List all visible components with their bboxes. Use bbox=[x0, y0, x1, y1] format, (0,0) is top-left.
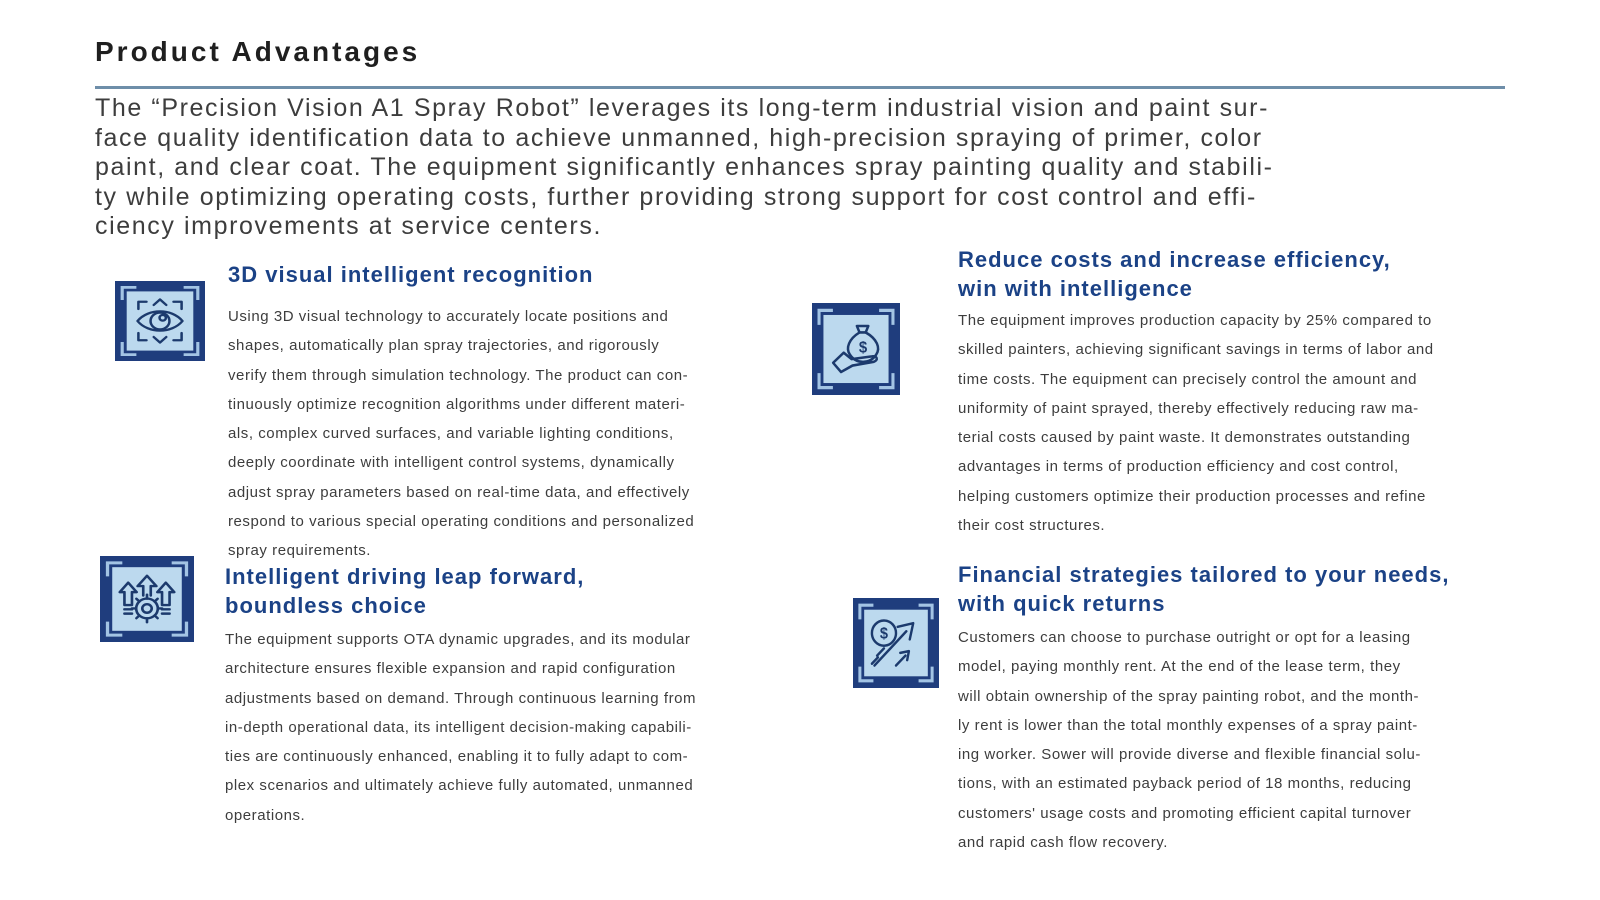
text-line: deeply coordinate with intelligent control systems, dynamically bbox=[228, 454, 675, 472]
text-line: plex scenarios and ultimately achieve fully automated, unmanned bbox=[225, 777, 694, 795]
text-line: will obtain ownership of the spray painting robot, and the month- bbox=[958, 687, 1420, 705]
text-line: model, paying monthly rent. At the end of the lease term, they bbox=[958, 658, 1401, 676]
feature-heading bbox=[958, 245, 1538, 303]
text-line: 3D visual intelligent recognition bbox=[228, 262, 594, 287]
text-line: advantages in terms of production efficiency and cost control, bbox=[958, 458, 1399, 476]
money-hand-icon bbox=[812, 303, 900, 395]
text-line: skilled painters, achieving significant savings in terms of labor and bbox=[958, 341, 1434, 359]
page-title: Product Advantages bbox=[95, 36, 421, 67]
text-line: respond to various special operating conditions and personalized bbox=[228, 513, 695, 531]
text-line: paint, and clear coat. The equipment significantly enhances spray painting quality and stabili- bbox=[95, 153, 1274, 182]
text-line: time costs. The equipment can precisely control the amount and bbox=[958, 370, 1418, 388]
feature-3d-vision-icon-box bbox=[115, 281, 205, 361]
feature-3d-vision bbox=[228, 260, 788, 566]
title-divider bbox=[95, 86, 1505, 89]
text-line: tinuously optimize recognition algorithms under different materi- bbox=[228, 395, 686, 413]
text-line: The equipment improves production capacity by 25% compared to bbox=[958, 312, 1432, 329]
text-line: adjustments based on demand. Through continuous learning from bbox=[225, 689, 697, 707]
feature-reduce-costs-icon-box bbox=[812, 303, 900, 395]
text-line: The equipment supports OTA dynamic upgrades, and its modular bbox=[225, 631, 691, 648]
text-line: The “Precision Vision A1 Spray Robot” leverages its long-term industrial vision and paint sur- bbox=[95, 94, 1270, 122]
text-line: in-depth operational data, its intelligent decision-making capabili- bbox=[225, 718, 692, 736]
feature-heading bbox=[225, 562, 785, 620]
text-line: their cost structures. bbox=[958, 517, 1106, 535]
text-line: Financial strategies tailored to your needs, bbox=[958, 562, 1450, 587]
text-line: operations. bbox=[225, 806, 306, 824]
text-line: tions, with an estimated payback period of 18 months, reducing bbox=[958, 775, 1412, 793]
feature-body bbox=[958, 306, 1538, 540]
text-line: spray requirements. bbox=[228, 542, 372, 560]
text-line: with quick returns bbox=[958, 591, 1166, 616]
gear-upgrade-icon bbox=[100, 556, 194, 642]
text-line: helping customers optimize their production processes and refine bbox=[958, 487, 1426, 505]
feature-intelligent-driving-icon-box bbox=[100, 556, 194, 642]
text-line: face quality identification data to achieve unmanned, high-precision spraying of primer, color bbox=[95, 123, 1263, 152]
svg-text:$: $ bbox=[879, 625, 889, 643]
coin-growth-icon bbox=[853, 598, 939, 688]
text-line: shapes, automatically plan spray trajectories, and rigorously bbox=[228, 337, 660, 355]
feature-reduce-costs bbox=[958, 245, 1538, 540]
text-line: Intelligent driving leap forward, bbox=[225, 564, 585, 589]
text-line: architecture ensures flexible expansion and rapid configuration bbox=[225, 660, 676, 678]
feature-heading bbox=[958, 560, 1538, 618]
text-line: adjust spray parameters based on real-time data, and effectively bbox=[228, 483, 690, 501]
text-line: Reduce costs and increase efficiency, bbox=[958, 247, 1391, 272]
eye-scan-icon bbox=[115, 281, 205, 361]
text-line: terial costs caused by paint waste. It demonstrates outstanding bbox=[958, 429, 1411, 447]
text-line: als, complex curved surfaces, and variable lighting conditions, bbox=[228, 425, 674, 443]
text-line: Using 3D visual technology to accurately locate positions and bbox=[228, 308, 669, 325]
text-line: customers' usage costs and promoting efficient capital turnover bbox=[958, 804, 1412, 822]
feature-body bbox=[225, 625, 785, 830]
text-line: and rapid cash flow recovery. bbox=[958, 834, 1168, 852]
feature-heading bbox=[228, 260, 788, 289]
text-line: ty while optimizing operating costs, further providing strong support for cost control and effi- bbox=[95, 182, 1257, 211]
text-line: boundless choice bbox=[225, 593, 427, 618]
intro-paragraph bbox=[95, 94, 1565, 242]
text-line: win with intelligence bbox=[958, 276, 1193, 301]
text-line: uniformity of paint sprayed, thereby effectively reducing raw ma- bbox=[958, 399, 1419, 417]
feature-intelligent-driving bbox=[225, 562, 785, 830]
text-line: ties are continuously enhanced, enabling it to fully adapt to com- bbox=[225, 748, 689, 766]
text-line: ing worker. Sower will provide diverse and flexible financial solu- bbox=[958, 746, 1421, 764]
text-line: Customers can choose to purchase outright or opt for a leasing bbox=[958, 629, 1411, 646]
feature-financial bbox=[958, 560, 1538, 857]
text-line: verify them through simulation technology. The product can con- bbox=[228, 366, 689, 384]
text-line: ciency improvements at service centers. bbox=[95, 212, 603, 241]
feature-body bbox=[958, 623, 1538, 857]
text-line: ly rent is lower than the total monthly expenses of a spray paint- bbox=[958, 716, 1418, 734]
feature-financial-icon-box bbox=[853, 598, 939, 688]
feature-body bbox=[228, 302, 788, 566]
svg-text:$: $ bbox=[858, 339, 868, 357]
